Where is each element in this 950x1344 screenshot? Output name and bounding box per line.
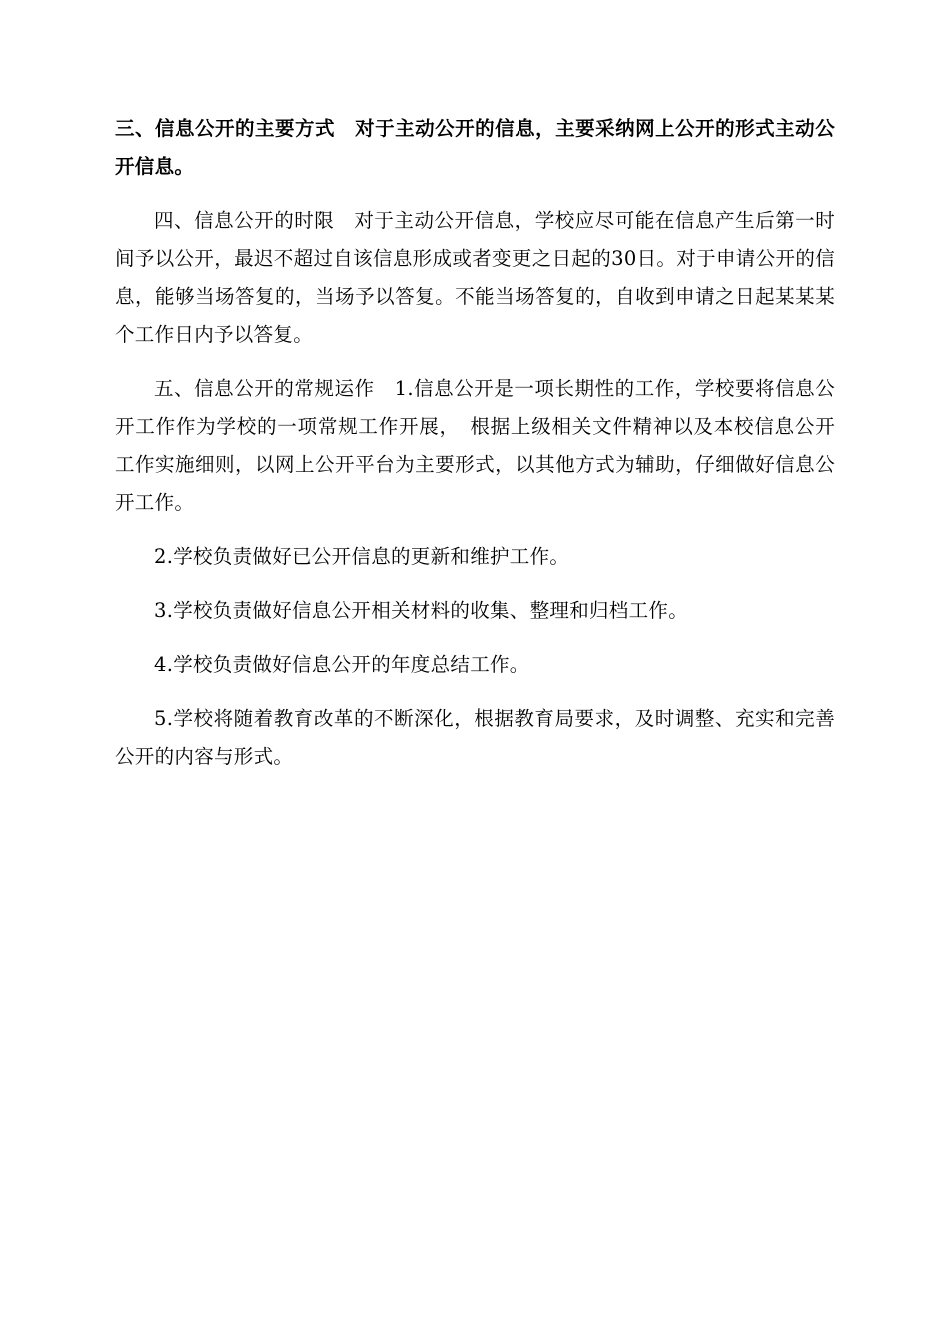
section-five-paragraph: 五、信息公开的常规运作 1.信息公开是一项长期性的工作，学校要将信息公开工作作为学校的一项常规工作开展， 根据上级相关文件精神以及本校信息公开工作实施细则，以网上公开平台为主要形式，以其他方式为辅助，仔细做好信息公开工作。 [115, 377, 835, 514]
list-item-2: 2.学校负责做好已公开信息的更新和维护工作。 [154, 545, 570, 568]
list-item-5: 5.学校将随着教育改革的不断深化，根据教育局要求，及时调整、充实和完善公开的内容与形式。 [115, 707, 835, 768]
list-item-4: 4.学校负责做好信息公开的年度总结工作。 [154, 653, 530, 676]
document-body [115, 110, 835, 792]
list-item-3: 3.学校负责做好信息公开相关材料的收集、整理和归档工作。 [154, 599, 689, 622]
section-four-paragraph: 四、信息公开的时限 对于主动公开信息，学校应尽可能在信息产生后第一时间予以公开，最迟不超过自该信息形成或者变更之日起的30日。对于申请公开的信息，能够当场答复的，当场予以答复。不能当场答复的，自收到申请之日起某某某个工作日内予以答复。 [115, 209, 835, 346]
section-three-paragraph: 三、信息公开的主要方式 对于主动公开的信息，主要采纳网上公开的形式主动公开信息。 [115, 117, 835, 178]
